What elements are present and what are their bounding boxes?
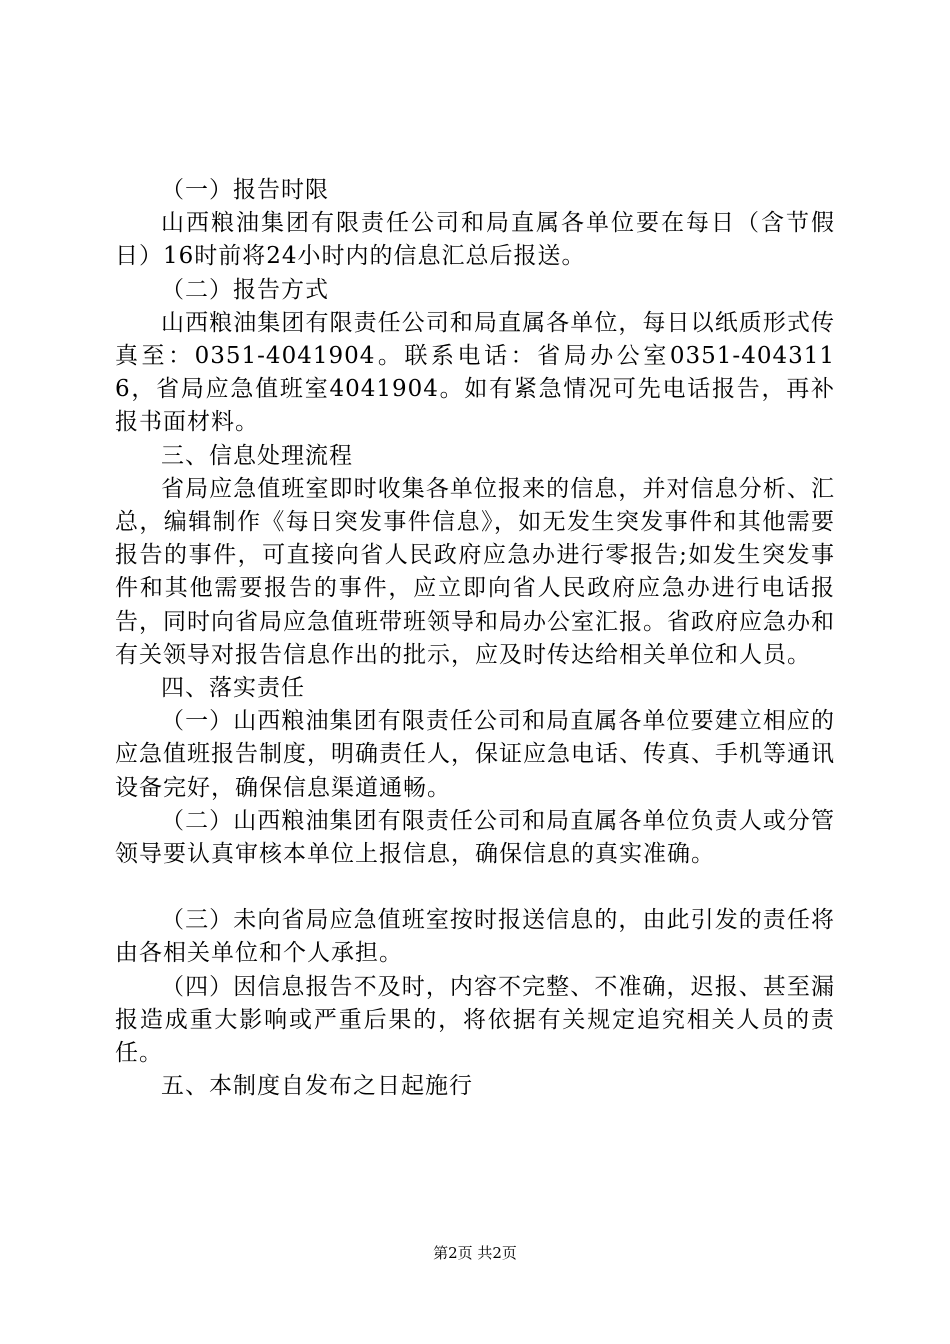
document-body (115, 174, 835, 1103)
heading-implement-responsibility: 四、落实责任 (161, 675, 305, 702)
paragraph-processing-flow: 省局应急值班室即时收集各单位报来的信息，并对信息分析、汇总，编辑制作《每日突发事件信息》，如无发生突发事件和其他需要报告的事件，可直接向省人民政府应急办进行零报告;如发生突发事件和其他需要报告的事件，应立即向省人民政府应急办进行电话报告，同时向省局应急值班带班领导和局办公室汇报。省政府应急办和有关领导对报告信息作出的批示，应及时传达给相关单位和人员。 (115, 475, 835, 668)
paragraph-report-method: 山西粮油集团有限责任公司和局直属各单位，每日以纸质形式传真至：0351-4041904。联系电话：省局办公室0351-4043116，省局应急值班室4041904。如有紧急情况可先电话报告，再补报书面材料。 (115, 309, 835, 436)
paragraph-responsibility-2: （二）山西粮油集团有限责任公司和局直属各单位负责人或分管领导要认真审核本单位上报信息，确保信息的真实准确。 (115, 807, 835, 868)
page-footer: 第2页 共2页 (433, 1244, 517, 1262)
heading-effective-date: 五、本制度自发布之日起施行 (161, 1073, 473, 1100)
heading-processing-flow: 三、信息处理流程 (161, 442, 353, 469)
paragraph-responsibility-1: （一）山西粮油集团有限责任公司和局直属各单位要建立相应的应急值班报告制度，明确责任人，保证应急电话、传真、手机等通讯设备完好，确保信息渠道通畅。 (115, 708, 835, 801)
paragraph-gap (115, 871, 835, 904)
heading-report-time-limit: （一）报告时限 (161, 177, 329, 203)
heading-report-method: （二）报告方式 (161, 276, 329, 303)
paragraph-responsibility-4: （四）因信息报告不及时，内容不完整、不准确，迟报、甚至漏报造成重大影响或严重后果的，将依据有关规定追究相关人员的责任。 (115, 973, 835, 1067)
paragraph-responsibility-3: （三）未向省局应急值班室按时报送信息的，由此引发的责任将由各相关单位和个人承担。 (115, 907, 835, 967)
paragraph-report-time: 山西粮油集团有限责任公司和局直属各单位要在每日（含节假日）16时前将24小时内的信息汇总后报送。 (115, 210, 835, 270)
